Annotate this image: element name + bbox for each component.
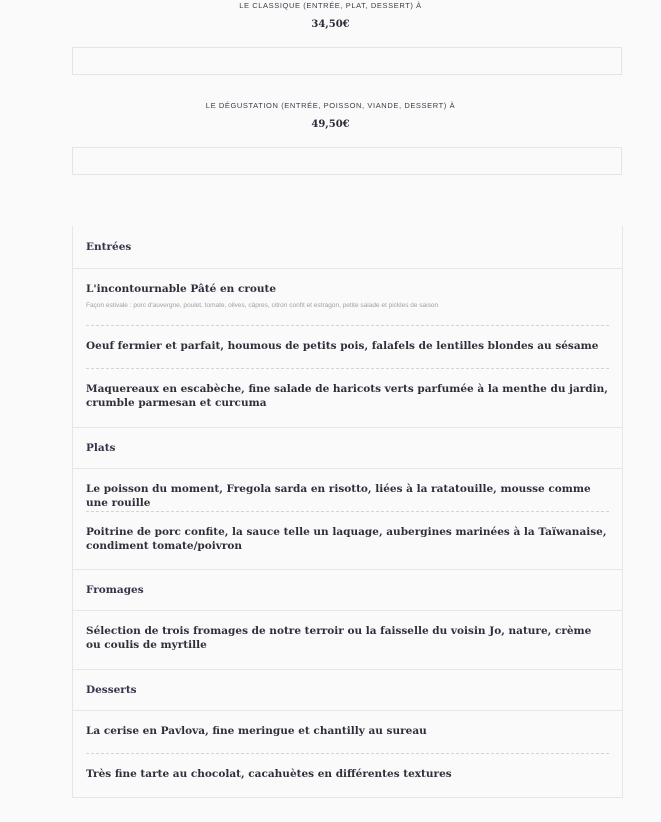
dish-item — [86, 269, 609, 326]
formula-degustation — [0, 101, 661, 131]
dish-item — [86, 326, 609, 369]
dish-title: Maquereaux en escabèche, fine salade de haricots verts parfumée à la menthe du jardin, crumble parmesan et curcuma — [86, 383, 608, 409]
section-fromages-list — [73, 611, 622, 669]
formula-label: LE CLASSIQUE (ENTRÉE, PLAT, DESSERT) À — [239, 1, 422, 10]
formula-label: LE DÉGUSTATION (ENTRÉE, POISSON, VIANDE, DESSERT) À — [205, 101, 456, 110]
dish-title: Très fine tarte au chocolat, cacahuètes en différentes textures — [86, 768, 452, 780]
formula-classique — [0, 1, 661, 31]
dish-title: La cerise en Pavlova, fine meringue et chantilly au sureau — [86, 725, 427, 737]
dish-item — [86, 754, 609, 797]
dish-item — [86, 611, 609, 669]
dish-title: L'incontournable Pâté en croute — [86, 283, 277, 295]
formula-price: 34,50€ — [311, 19, 350, 30]
dish-title: Oeuf fermier et parfait, houmous de petits pois, falafels de lentilles blondes au sésame — [86, 340, 599, 352]
dish-item — [86, 512, 609, 569]
section-desserts-list — [73, 711, 622, 798]
dish-item — [86, 711, 609, 754]
dish-title: Sélection de trois fromages de notre terroir ou la faisselle du voisin Jo, nature, crème ou coulis de myrtille — [86, 625, 592, 651]
dish-item — [86, 369, 609, 427]
section-heading-desserts: Desserts — [73, 669, 622, 711]
section-heading-fromages: Fromages — [73, 569, 622, 611]
dish-description: Façon estivale : porc d'auvergne, poulet, tomate, olives, câpres, citron confit et estragon, petite salade et pickles de saison — [86, 302, 439, 309]
dish-title: Le poisson du moment, Fregola sarda en risotto, liées à la ratatouille, mousse comme une rouille — [86, 483, 591, 509]
menu-card — [72, 226, 623, 798]
dish-item — [86, 469, 609, 512]
dish-title: Poitrine de porc confite, la sauce telle un laquage, aubergines marinées à la Taïwanaise, condiment tomate/poivron — [86, 526, 607, 552]
section-entrees-list — [73, 269, 622, 427]
section-plats-list — [73, 469, 622, 569]
formula-classique-box[interactable] — [72, 47, 622, 75]
section-heading-plats: Plats — [73, 427, 622, 469]
formula-price: 49,50€ — [311, 119, 350, 130]
section-heading-entrees: Entrées — [73, 226, 622, 269]
formula-degustation-box[interactable] — [72, 147, 622, 175]
